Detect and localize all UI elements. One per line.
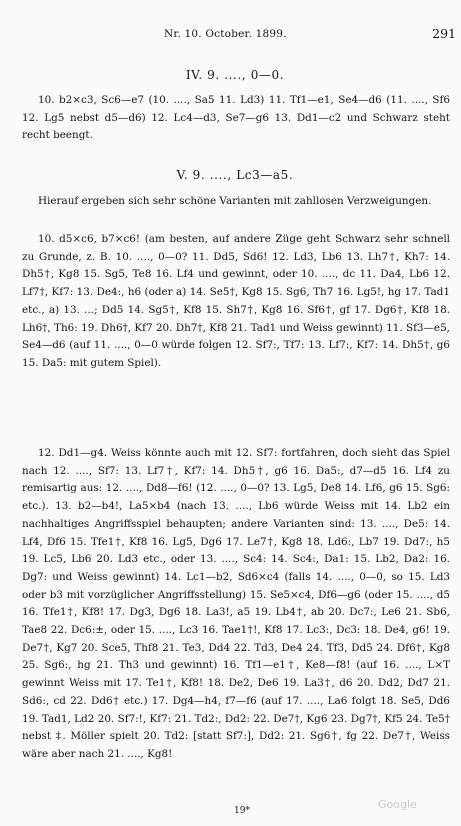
signature-mark: 19* bbox=[234, 806, 250, 816]
section-heading-iv: IV. 9. ...., 0—0. bbox=[185, 68, 285, 82]
running-header bbox=[12, 28, 458, 44]
book-page bbox=[12, 0, 458, 826]
paragraph-v-move12: 12. Dd1—g4. Weiss könnte auch mit 12. Sf7: fortfahren, doch sieht das Spiel nach 12. ...., Sf7: 13. Lf7†, Kf7: 14. Dh5†, g6 16. Da5:, d7—d5 16. Lf4 zu remisartig aus: 12. ...., Dd8—f6! (12. ...., 0—0? 13. Lg5, De8 14. Lf6, g6 15. Sg6: etc.). 13. b2—b4!, La5×b4 (nach 13. ...., Lb6 würde Weiss mit 14. Lb2 ein nachhaltiges Angriffsspiel behaupten; andere Varianten sind: 13. ...., De5: 14. Lf4, Df6 15. Tfe1†, Kf8 16. Lg5, Dg6 17. Le7†, Kg8 18. Ld6:, Lb7 19. Dd7:, h5 19. Lc5, Lb6 20. Ld3 etc., oder 13. ...., Sc4: 14. Sc4:, Da1: 15. Lb2, Da2: 16. Dg7: und Weiss gewinnt) 14. Lc1—b2, Sd6×c4 (falls 14. ...., 0—0, so 15. Ld3 oder b3 mit vorzüglicher Angriffsstellung) 15. Se5×c4, Df6—g6 (oder 15. ...., d5 16. Tfe1†, Kf8! 17. Dg3, Dg6 18. La3!, a5 19. Lb4†, ab 20. Dc7:, Le6 21. Sb6, Tae8 22. Dc6:±, oder 15. ...., Lc3 16. Tae1†!, Kf8 17. Lc3:, Dc3: 18. De4, g6! 19. De7†, Kg7 20. Sce5, Thf8 21. Te3, Dd4 22. Td3, De4 24. Tf3, Dd5 24. Df6†, Kg8 25. Sg6:, hg 21. Th3 und gewinnt) 16. Tf1—e1†, Ke8—f8! (auf 16. ...., L×T gewinnt Weiss mit 17. Te1†, Kf8! 18. De2, De6 19. La3†, d6 20. Dd2, Dd7 21. Sd6:, cd 22. Dd6† etc.) 17. Dg4—h4, f7—f6 (auf 17. ...., La6 folgt 18. Se5, Dd6 19. Tad1, Ld2 20. Sf7:!, Kf7: 21. Td2:, Dd2: 22. De7†, Kg6 23. Dg7†, Kf5 24. Te5† nebst ‡. Möller spielt 20. Td2: [statt Sf7:], Dd2: 21. Sg6†, fg 22. De7†, Weiss wäre aber nach 21. ...., Kg8! bbox=[22, 447, 450, 760]
paragraph-iv-moves: 10. b2×c3, Sc6—e7 (10. ...., Sa5 11. Ld3) 11. Tf1—e1, Se4—d6 (11. ...., Sf6 12. Lg5 nebst d5—d6) 12. Lc4—d3, Se7—g6 13. Dd1—c2 und Schwarz steht recht beengt. bbox=[22, 94, 450, 142]
paragraph-v-move10: 10. d5×c6, b7×c6! (am besten, auf andere Züge geht Schwarz sehr schnell zu Grunde, z. B. 10. ...., 0—0? 11. Dd5, Sd6! 12. Ld3, Lb6 13. Lh7†, Kh7: 14. Dh5†, Kg8 15. Sg5, Te8 16. Lf4 und gewinnt, oder 10. ...., dc 11. Da4, Lb6 12. Lf7†, Kf7: 13. De4:, h6 (oder a) 14. Se5†, Kg8 15. Sg6, Th7 16. Lg5!, hg 17. Tad1 etc., a) 13. ...; Dd5 14. Sg5†, Kf8 15. Sh7†, Kg8 16. Sf6†, gf 17. Dg6†, Kf8 18. Lh6†, Th6: 19. Dh6†, Kf7 20. Dh7†, Kf8 21. Tad1 und Weiss gewinnt) 11. Sf3—e5, Se4—d6 (auf 11. ...., 0—0 würde folgen 12. Sf7:, Tf7: 13. Lf7:, Kf7: 14. Dh5†, g6 15. Da5: mit gutem Spiel). bbox=[22, 233, 450, 369]
paragraph-v-intro: Hierauf ergeben sich sehr schöne Varianten mit zahllosen Verzweigungen. bbox=[38, 195, 432, 207]
section-heading-v: V. 9. ...., Lc3—a5. bbox=[176, 168, 294, 182]
page-footer bbox=[12, 798, 458, 820]
running-title: Nr. 10. October. 1899. bbox=[164, 28, 287, 40]
google-watermark: Google bbox=[378, 798, 417, 811]
page-number: 291 bbox=[432, 26, 456, 41]
